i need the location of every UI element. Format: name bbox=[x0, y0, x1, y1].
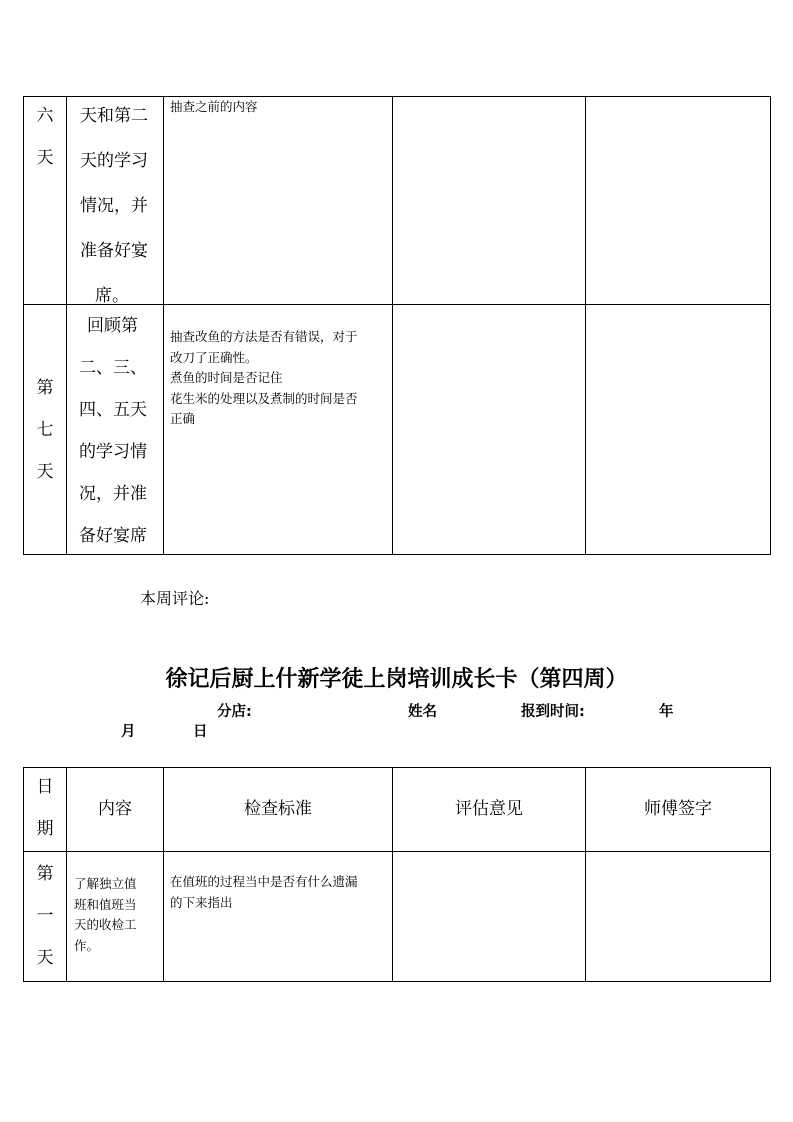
day-char: 天 bbox=[36, 462, 54, 482]
header-signature: 师傅签字 bbox=[644, 799, 712, 819]
criteria-cell-week4-day1 bbox=[170, 872, 391, 913]
weekly-comment-label: 本周评论: bbox=[140, 589, 210, 608]
name-label: 姓名 bbox=[408, 704, 437, 720]
header-date-char: 期 bbox=[36, 819, 54, 839]
content-line: 情况，并 bbox=[80, 196, 148, 216]
signature-cell-week4-day1 bbox=[586, 852, 770, 981]
content-line: 备好宴席 bbox=[79, 526, 147, 546]
content-line: 四、五天 bbox=[79, 400, 147, 420]
year-label: 年 bbox=[659, 704, 674, 720]
criteria-line: 正确 bbox=[170, 411, 196, 426]
day-cell-week4-day1 bbox=[24, 859, 66, 973]
content-line: 作。 bbox=[74, 937, 100, 953]
content-line: 回顾第 bbox=[87, 316, 138, 336]
criteria-text: 抽查之前的内容 bbox=[170, 99, 258, 114]
content-line: 的学习情 bbox=[79, 442, 147, 462]
day-char: 七 bbox=[36, 420, 54, 440]
day-cell-day7 bbox=[24, 373, 66, 487]
day-char: 第 bbox=[36, 378, 54, 398]
content-cell-day7 bbox=[67, 311, 163, 551]
report-time-label: 报到时间: bbox=[521, 704, 585, 720]
criteria-line: 煮鱼的时间是否记住 bbox=[170, 370, 283, 385]
criteria-cell-day7 bbox=[170, 327, 391, 430]
criteria-line: 花生米的处理以及煮制的时间是否 bbox=[170, 390, 358, 406]
content-line: 况，并准 bbox=[79, 484, 147, 504]
signature-cell-day7 bbox=[586, 305, 770, 554]
criteria-line: 改刀了正确性。 bbox=[170, 349, 258, 365]
day-label: 日 bbox=[193, 724, 208, 740]
content-line: 准备好宴 bbox=[80, 241, 148, 261]
week4-title: 徐记后厨上什新学徒上岗培训成长卡（第四周） bbox=[165, 667, 628, 692]
criteria-line: 的下来指出 bbox=[170, 894, 233, 910]
day-char: 第 bbox=[36, 864, 54, 884]
branch-label: 分店: bbox=[217, 704, 252, 720]
header-criteria: 检查标准 bbox=[244, 799, 312, 819]
day-char: 六 bbox=[36, 106, 54, 126]
day-char: 天 bbox=[36, 148, 54, 168]
criteria-cell-day6 bbox=[170, 97, 390, 118]
header-date bbox=[24, 772, 66, 844]
day-char: 一 bbox=[36, 906, 54, 926]
evaluation-cell-week4-day1 bbox=[393, 852, 585, 981]
signature-cell-day6 bbox=[586, 97, 770, 304]
content-line: 天的学习 bbox=[80, 151, 148, 171]
evaluation-cell-day7 bbox=[393, 305, 585, 554]
header-content: 内容 bbox=[98, 799, 132, 819]
month-label: 月 bbox=[121, 724, 136, 740]
content-line: 了解独立值 bbox=[74, 876, 137, 891]
day-cell-day6 bbox=[24, 101, 66, 173]
content-line: 天和第二 bbox=[80, 106, 148, 126]
header-date-char: 日 bbox=[36, 777, 54, 797]
content-line: 席。 bbox=[95, 286, 129, 306]
criteria-line: 抽查改鱼的方法是否有错误，对于 bbox=[170, 329, 358, 344]
day-char: 天 bbox=[36, 948, 54, 968]
content-line: 二、三、 bbox=[79, 358, 147, 378]
header-evaluation: 评估意见 bbox=[455, 799, 523, 819]
content-cell-week4-day1 bbox=[74, 874, 162, 956]
content-cell-day6 bbox=[67, 101, 163, 311]
content-line: 班和值班当 bbox=[74, 896, 137, 912]
content-line: 天的收检工 bbox=[74, 917, 137, 932]
criteria-line: 在值班的过程当中是否有什么遗漏 bbox=[170, 874, 358, 889]
evaluation-cell-day6 bbox=[393, 97, 585, 304]
